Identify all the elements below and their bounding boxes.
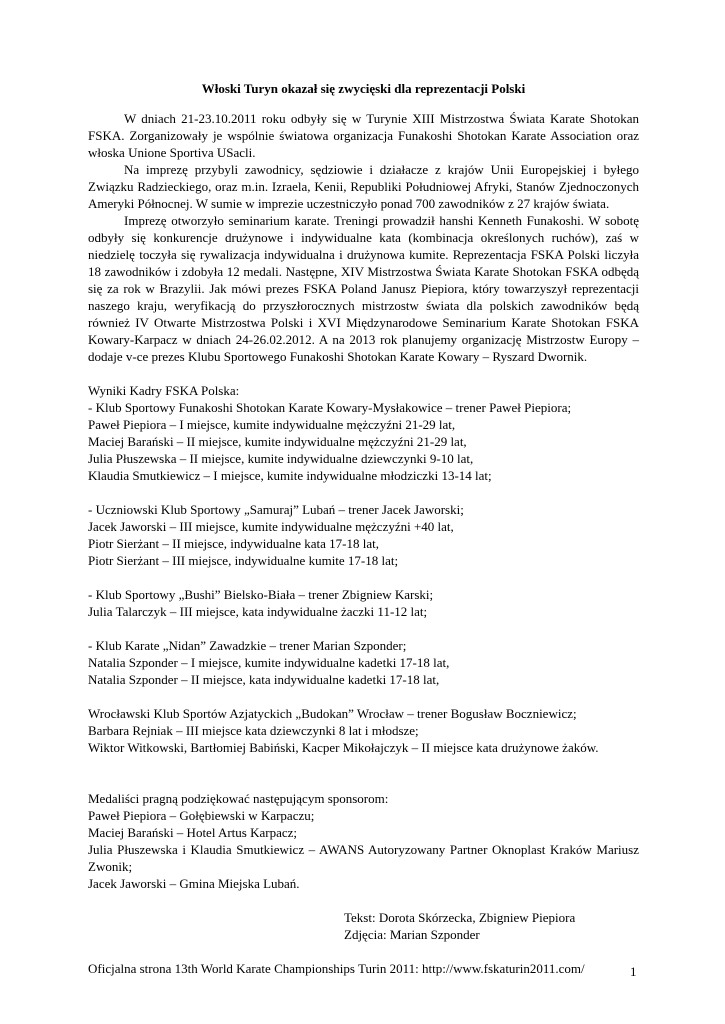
club-name: - Klub Sportowy Funakoshi Shotokan Karate Kowary-Mysłakowice – trener Paweł Piepiora; xyxy=(88,400,572,415)
article-title: Włoski Turyn okazał się zwycięski dla reprezentacji Polski xyxy=(201,81,526,96)
credits-photos: Zdjęcia: Marian Szponder xyxy=(344,927,480,942)
sponsors-intro: Medaliści pragną podziękować następującym sponsorom: xyxy=(88,791,389,806)
result-line: Barbara Rejniak – III miejsce kata dziewczynki 8 lat i młodsze; xyxy=(88,723,419,738)
club-name: - Klub Karate „Nidan” Zawadzkie – trener Marian Szponder; xyxy=(88,638,407,653)
result-line: Piotr Sierżant – III miejsce, indywidualne kumite 17-18 lat; xyxy=(88,553,399,568)
club-name: Wrocławski Klub Sportów Azjatyckich „Budokan” Wrocław – trener Bogusław Boczniewicz; xyxy=(88,706,577,721)
document-page xyxy=(88,80,639,977)
club-name: - Klub Sportowy „Bushi” Bielsko-Biała – trener Zbigniew Karski; xyxy=(88,587,434,602)
result-line: Julia Płuszewska – II miejsce, kumite indywidualne dziewczynki 9-10 lat, xyxy=(88,451,474,466)
paragraph-participants: Na imprezę przybyli zawodnicy, sędziowie i działacze z krajów Unii Europejskiej i byłego Związku Radzieckiego, oraz m.in. Izraela, Kenii, Republiki Południowej Afryki, Stanów Zjednoczonych Ameryki Północnej. W sumie w imprezie uczestniczyło ponad 700 zawodników z 27 krajów świata. xyxy=(88,162,639,211)
sponsor-line: Maciej Barański – Hotel Artus Karpacz; xyxy=(88,825,298,840)
result-line: Natalia Szponder – I miejsce, kumite indywidualne kadetki 17-18 lat, xyxy=(88,655,450,670)
result-line: Natalia Szponder – II miejsce, kata indywidualne kadetki 17-18 lat, xyxy=(88,672,440,687)
page-number: 1 xyxy=(630,964,637,979)
result-line: Wiktor Witkowski, Bartłomiej Babiński, Kacper Mikołajczyk – II miejsce kata drużynowe żaków. xyxy=(88,740,599,755)
result-line: Julia Talarczyk – III miejsce, kata indywidualne żaczki 11-12 lat; xyxy=(88,604,428,619)
result-line: Paweł Piepiora – I miejsce, kumite indywidualne mężczyźni 21-29 lat, xyxy=(88,417,456,432)
credits-text: Tekst: Dorota Skórzecka, Zbigniew Piepiora xyxy=(344,910,576,925)
sponsor-line: Paweł Piepiora – Gołębiewski w Karpaczu; xyxy=(88,808,315,823)
result-line: Piotr Sierżant – II miejsce, indywidualne kata 17-18 lat, xyxy=(88,536,379,551)
results-heading: Wyniki Kadry FSKA Polska: xyxy=(88,383,240,398)
official-site-link[interactable]: Oficjalna strona 13th World Karate Championships Turin 2011: http://www.fskaturin2011.com/ xyxy=(88,961,585,976)
club-name: - Uczniowski Klub Sportowy „Samuraj” Lubań – trener Jacek Jaworski; xyxy=(88,502,464,517)
paragraph-intro: W dniach 21-23.10.2011 roku odbyły się w Turynie XIII Mistrzostwa Świata Karate Shotokan FSKA. Zorganizowały je wspólnie światowa organizacja Funakoshi Shotokan Karate Association oraz włoska Unione Sportiva USacli. xyxy=(88,111,639,160)
sponsor-line: Julia Płuszewska i Klaudia Smutkiewicz – AWANS Autoryzowany Partner Oknoplast Kraków Mariusz Zwonik; xyxy=(88,842,639,874)
sponsor-line: Jacek Jaworski – Gmina Miejska Lubań. xyxy=(88,876,300,891)
result-line: Klaudia Smutkiewicz – I miejsce, kumite indywidualne młodziczki 13-14 lat; xyxy=(88,468,492,483)
result-line: Jacek Jaworski – III miejsce, kumite indywidualne mężczyźni +40 lat, xyxy=(88,519,454,534)
result-line: Maciej Barański – II miejsce, kumite indywidualne mężczyźni 21-29 lat, xyxy=(88,434,467,449)
paragraph-seminar: Imprezę otworzyło seminarium karate. Treningi prowadził hanshi Kenneth Funakoshi. W sobotę odbyły się konkurencje drużynowe i indywidualne kata (kombinacja określonych ruchów), zaś w niedzielę toczyła się rywalizacja indywidualna i drużynowa kumite. Reprezentacja FSKA Polski liczyła 18 zawodników i zdobyła 12 medali. Następne, XIV Mistrzostwa Świata Karate Shotokan FSKA odbędą się za rok w Brazylii. Jak mówi prezes FSKA Poland Janusz Piepiora, który towarzyszył reprezentacji naszego kraju, weryfikacją do przyszłorocznych mistrzostw świata dla polskich zawodników będą również IV Otwarte Mistrzostwa Polski i XVI Międzynarodowe Seminarium Karate Shotokan FSKA Kowary-Karpacz w dniach 24-26.02.2012. A na 2013 rok planujemy organizację Mistrzostw Europy – dodaje v-ce prezes Klubu Sportowego Funakoshi Shotokan Karate Kowary – Ryszard Dwornik. xyxy=(88,213,639,364)
